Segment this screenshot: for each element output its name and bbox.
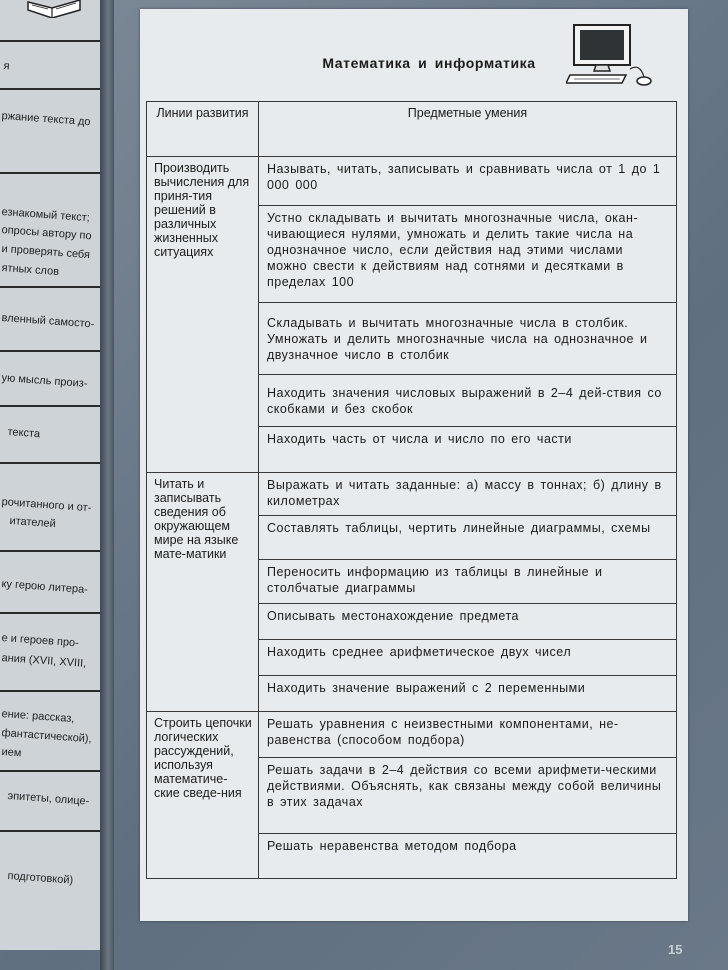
left-fragment: ием	[1, 746, 22, 760]
skill-cell: Решать неравенства методом подбора	[259, 834, 677, 879]
skill-cell: Устно складывать и вычитать многозначные числа, окан-чивающиеся нулями, умножать и делить такие числа на однозначное число, если действия над этими числами можно свести к действиям над сотнями и десятками в пределах 100	[259, 206, 677, 303]
table-row	[147, 473, 677, 516]
left-fragment: ания (XVII, XVIII,	[1, 652, 87, 670]
development-line-cell: Строить цепочки логических рассуждений, используя математиче-ские сведе-ния	[147, 712, 259, 879]
skill-cell: Решать уравнения с неизвестными компонентами, не-равенства (способом подбора)	[259, 712, 677, 758]
development-line-cell: Производить вычисления для приня-тия решений в различных жизненных ситуациях	[147, 157, 259, 473]
skill-cell: Находить значение выражений с 2 переменными	[259, 676, 677, 712]
left-fragment: фантастической),	[1, 727, 93, 746]
skill-cell: Находить среднее арифметическое двух чисел	[259, 640, 677, 676]
left-fragment: текста	[7, 426, 41, 441]
page-title: Математика и информатика	[322, 55, 536, 71]
left-fragment: подготовкой)	[7, 870, 74, 887]
left-fragment: е и героев про-	[1, 632, 80, 650]
skill-cell: Переносить информацию из таблицы в линейные и столбчатые диаграммы	[259, 560, 677, 604]
left-page	[0, 0, 105, 950]
skills-table	[146, 101, 677, 879]
left-fragment: ржание текста до	[1, 110, 91, 129]
skill-cell: Находить значения числовых выражений в 2–4 дей-ствия со скобками и без скобок	[259, 375, 677, 427]
skill-cell: Складывать и вычитать многозначные числа в столбик. Умножать и делить многозначные числа на однозначное и двузначное число в столбик	[259, 303, 677, 375]
skill-cell: Выражать и читать заданные: а) массу в тоннах; б) длину в километрах	[259, 473, 677, 516]
book-icon	[26, 0, 82, 18]
left-fragment: опросы автору по	[1, 224, 92, 243]
left-fragment: ятных слов	[1, 262, 60, 278]
table-header-row	[147, 102, 677, 157]
skill-cell: Составлять таблицы, чертить линейные диаграммы, схемы	[259, 516, 677, 560]
table-row	[147, 712, 677, 758]
left-fragment: я	[3, 60, 10, 73]
column-header: Предметные умения	[259, 102, 677, 157]
development-line-cell: Читать и записывать сведения об окружающем мире на языке мате-матики	[147, 473, 259, 712]
left-fragment: езнакомый текст;	[1, 206, 91, 225]
column-header: Линии развития	[147, 102, 259, 157]
skill-cell: Называть, читать, записывать и сравнивать числа от 1 до 1 000 000	[259, 157, 677, 206]
computer-icon	[566, 23, 656, 87]
left-fragment: ку герою литера-	[1, 578, 89, 596]
page-number: 15	[668, 942, 683, 957]
left-fragment: ение: рассказ,	[1, 708, 75, 726]
left-fragment: и проверять себя	[1, 243, 91, 262]
left-fragment: ую мысль произ-	[1, 372, 88, 390]
left-fragment: итателей	[9, 515, 57, 531]
book-spine	[100, 0, 114, 970]
skill-cell: Находить часть от числа и число по его части	[259, 427, 677, 473]
skill-cell: Решать задачи в 2–4 действия со всеми арифмети-ческими действиями. Объяснять, как связаны между собой величины в этих задачах	[259, 758, 677, 834]
page	[140, 9, 688, 921]
table-row	[147, 157, 677, 206]
left-fragment: эпитеты, олице-	[7, 790, 90, 808]
skill-cell: Описывать местонахождение предмета	[259, 604, 677, 640]
left-fragment: вленный самосто-	[1, 312, 95, 331]
left-fragment: рочитанного и от-	[1, 496, 92, 515]
